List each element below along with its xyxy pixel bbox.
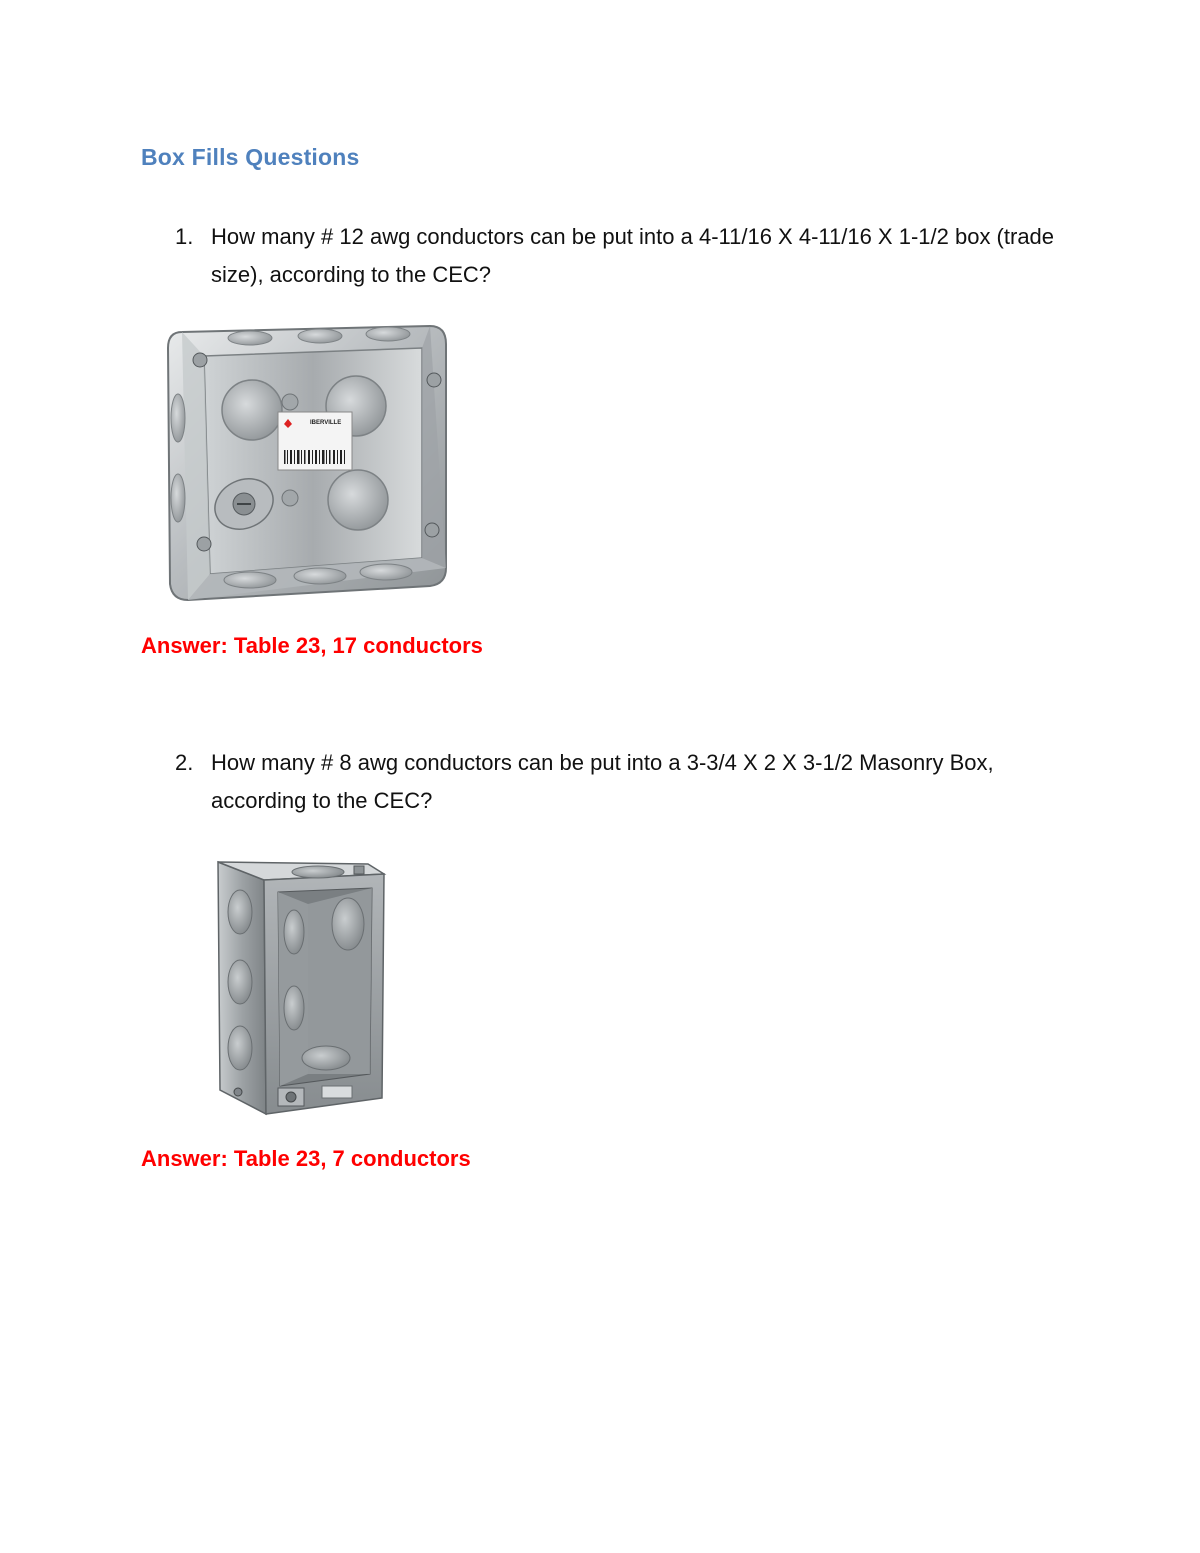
page-title: Box Fills Questions [141,144,360,170]
question-1 [175,218,1075,294]
question-text: How many # 12 awg conductors can be put into a 4-11/16 X 4-11/16 X 1-1/2 box (trade size), according to the CEC? [211,224,1055,287]
answer-1: Answer: Table 23, 17 conductors [141,633,483,658]
square-electrical-box-image [160,318,460,606]
label-brand-text: IBERVILLE [310,420,342,426]
question-number: 1. [175,224,194,249]
masonry-box-image [208,852,398,1118]
answer-2: Answer: Table 23, 7 conductors [141,1146,471,1171]
question-number: 2. [175,750,194,775]
question-text: How many # 8 awg conductors can be put into a 3-3/4 X 2 X 3-1/2 Masonry Box, according to the CEC? [211,750,994,813]
question-2 [175,744,1075,820]
